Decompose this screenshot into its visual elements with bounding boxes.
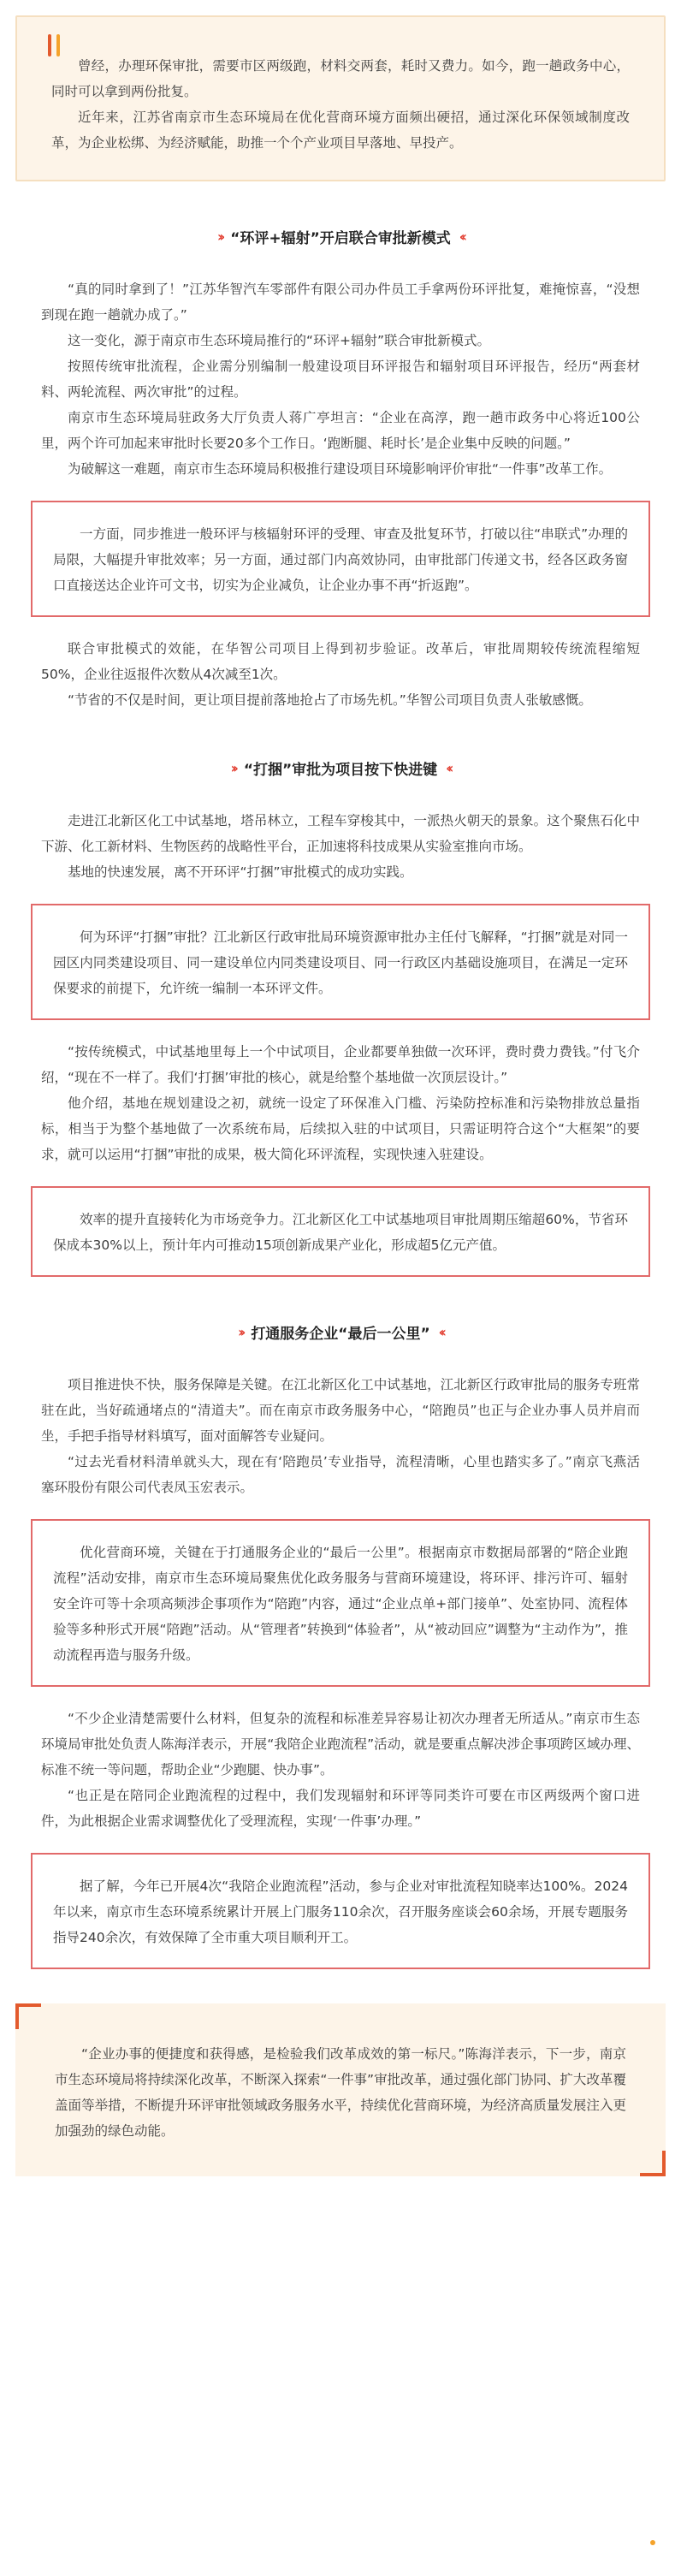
highlight-box (31, 501, 650, 617)
chevron-left-icon: ‹‹ (446, 760, 451, 776)
section-heading (0, 1321, 681, 1343)
section-title: 打通服务企业“最后一公里” (251, 1326, 430, 1343)
paragraph: “过去光看材料清单就头大，现在有‘陪跑员’专业指导，流程清晰，心里也踏实多了。”南京飞燕活塞环股份有限公司代表凤玉宏表示。 (41, 1454, 640, 1495)
highlight-box (31, 1519, 650, 1687)
highlight-paragraph: 效率的提升直接转化为市场竞争力。江北新区化工中试基地项目审批周期压缩超60%，节省环保成本30%以上，预计年内可推动15项创新成果产业化，形成超5亿元产值。 (53, 1212, 628, 1253)
section-body (0, 1039, 681, 1167)
intro-paragraph: 曾经，办理环保审批，需要市区两级跑，材料交两套，耗时又费力。如今，跑一趟政务中心，同时可以拿到两份批复。 (51, 58, 630, 99)
highlight-box (31, 904, 650, 1020)
decor-bar-icon (48, 34, 51, 56)
section-body (0, 1706, 681, 1834)
paragraph: 为破解这一难题，南京市生态环境局积极推行建设项目环境影响评价审批“一件事”改革工作。 (68, 461, 613, 477)
intro-paragraph: 近年来，江苏省南京市生态环境局在优化营商环境方面频出硬招，通过深化环保领域制度改革，为企业松绑、为经济赋能，助推一个个产业项目早落地、早投产。 (51, 110, 630, 151)
highlight-box (31, 1853, 650, 1969)
corner-bracket-icon (640, 2151, 666, 2176)
chevron-left-icon: ‹‹ (459, 229, 464, 245)
intro-decor-marks (48, 34, 60, 56)
paragraph: 联合审批模式的效能，在华智公司项目上得到初步验证。改革后，审批周期较传统流程缩短50%，企业往返报件次数从4次减至1次。 (41, 641, 640, 682)
paragraph: 南京市生态环境局驻政务大厅负责人蒋广亭坦言：“企业在高淳，跑一趟市政务中心将近100公里，两个许可加起来审批时长要20多个工作日。‘跑断腿、耗时长’是企业集中反映的问题。” (41, 410, 640, 451)
chevron-right-icon: ›› (217, 229, 222, 245)
paragraph: 按照传统审批流程，企业需分别编制一般建设项目环评报告和辐射项目环评报告，经历“两套材料、两轮流程、两次审批”的过程。 (41, 359, 640, 400)
section-heading (0, 757, 681, 779)
paragraph: 走进江北新区化工中试基地，塔吊林立，工程车穿梭其中，一派热火朝天的景象。这个聚焦石化中下游、化工新材料、生物医药的战略性平台，正加速将科技成果从实验室推向市场。 (41, 813, 640, 854)
decor-dot-icon (650, 2540, 655, 2545)
highlight-paragraph: 据了解，今年已开展4次“我陪企业跑流程”活动，参与企业对审批流程知晓率达100%。2024年以来，南京市生态环境系统累计开展上门服务110余次，召开服务座谈会60余场，开展专题服务指导240余次，有效保障了全市重大项目顺利开工。 (53, 1879, 628, 1945)
paragraph: 基地的快速发展，离不开环评“打捆”审批模式的成功实践。 (68, 864, 413, 880)
highlight-paragraph: 一方面，同步推进一般环评与核辐射环评的受理、审查及批复环节，打破以往“串联式”办理的局限，大幅提升审批效率；另一方面，通过部门内高效协同，由审批部门传递文书，经各区政务窗口直接送达企业许可文书，切实为企业减负，让企业办事不再“折返跑”。 (53, 526, 628, 593)
chevron-right-icon: ›› (230, 760, 235, 776)
closing-paragraph: “企业办事的便捷度和获得感，是检验我们改革成效的第一标尺。”陈海洋表示，下一步，南京市生态环境局将持续深化改革，不断深入探索“一件事”审批改革，通过强化部门协同、扩大改革覆盖面等举措，不断提升环评审批领域政务服务水平，持续优化营商环境，为经济高质量发展注入更加强劲的绿色动能。 (55, 2046, 626, 2139)
section-title: “打捆”审批为项目按下快进键 (243, 762, 438, 779)
intro-box (15, 15, 666, 181)
decor-bar-icon (56, 34, 60, 56)
highlight-paragraph: 何为环评“打捆”审批？江北新区行政审批局环境资源审批办主任付飞解释，“打捆”就是对同一园区内同类建设项目、同一建设单位内同类建设项目、同一行政区内基础设施项目，在满足一定环保要求的前提下，允许统一编制一本环评文件。 (53, 929, 628, 996)
highlight-paragraph: 优化营商环境，关键在于打通服务企业的“最后一公里”。根据南京市数据局部署的“陪企业跑流程”活动安排，南京市生态环境局聚焦优化政务服务与营商环境建设，将环评、排污许可、辐射安全许可等十余项高频涉企事项作为“陪跑”内容，通过“企业点单+部门接单”、处室协同、流程体验等多种形式开展“陪跑”活动。从“管理者”转换到“体验者”，从“被动回应”调整为“主动作为”，推动流程再造与服务升级。 (53, 1545, 628, 1663)
closing-section (15, 2003, 666, 2176)
section-body (0, 276, 681, 482)
paragraph: 他介绍，基地在规划建设之初，就统一设定了环保准入门槛、污染防控标准和污染物排放总量指标，相当于为整个基地做了一次系统布局，后续拟入驻的中试项目，只需证明符合这个“大框架”的要求，就可以运用“打捆”审批的成果，极大简化环评流程，实现快速入驻建设。 (41, 1095, 640, 1162)
paragraph: “真的同时拿到了！”江苏华智汽车零部件有限公司办件员工手拿两份环评批复，难掩惊喜，“没想到现在跑一趟就办成了。” (41, 282, 640, 323)
paragraph: “也正是在陪同企业跑流程的过程中，我们发现辐射和环评等同类许可要在市区两级两个窗口进件，为此根据企业需求调整优化了受理流程，实现‘一件事’办理。” (41, 1788, 640, 1829)
paragraph: 项目推进快不快，服务保障是关键。在江北新区化工中试基地，江北新区行政审批局的服务专班常驻在此，当好疏通堵点的“清道夫”。而在南京市政务服务中心，“陪跑员”也正与企业办事人员并肩而坐，手把手指导材料填写，面对面解答专业疑问。 (41, 1377, 640, 1444)
paragraph: “节省的不仅是时间，更让项目提前落地抢占了市场先机。”华智公司项目负责人张敏感慨。 (68, 692, 592, 708)
paragraph: 这一变化，源于南京市生态环境局推行的“环评+辐射”联合审批新模式。 (68, 333, 491, 348)
highlight-box (31, 1186, 650, 1277)
corner-bracket-icon (15, 2003, 41, 2029)
section-body (0, 636, 681, 713)
section-title: “环评+辐射”开启联合审批新模式 (230, 230, 451, 247)
intro-section (15, 15, 666, 181)
paragraph: “按传统模式，中试基地里每上一个中试项目，企业都要单独做一次环评，费时费力费钱。”付飞介绍，“现在不一样了。我们‘打捆’审批的核心，就是给整个基地做一次顶层设计。” (41, 1044, 640, 1085)
chevron-left-icon: ‹‹ (438, 1324, 443, 1340)
chevron-right-icon: ›› (238, 1324, 243, 1340)
section-heading (0, 226, 681, 247)
section-body (0, 1372, 681, 1500)
section-body (0, 808, 681, 885)
paragraph: “不少企业清楚需要什么材料，但复杂的流程和标准差异容易让初次办理者无所适从。”南京市生态环境局审批处负责人陈海洋表示，开展“我陪企业跑流程”活动，就是要重点解决涉企事项跨区域办理、标准不统一等问题，帮助企业“少跑腿、快办事”。 (41, 1711, 640, 1778)
closing-box (15, 2003, 666, 2176)
